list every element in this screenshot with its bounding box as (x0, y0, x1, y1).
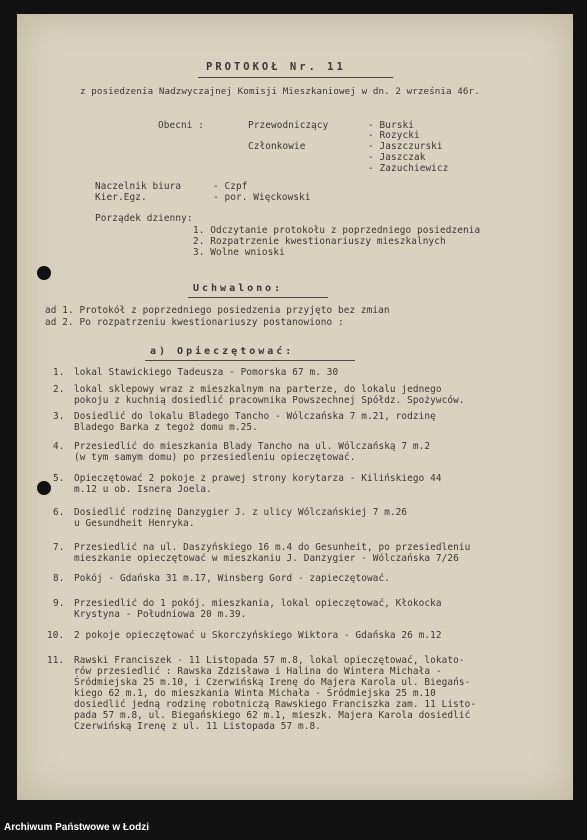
present-name: - Jaszczak (368, 152, 426, 163)
entry-line: Czerwińską Irenę z ul. 11 Listopada 57 m.8. (74, 721, 322, 732)
entry-line: Przesiedlić do 1 pokój. mieszkania, lokal opieczętować, Kłokocka (74, 598, 442, 609)
document-title: PROTOKOŁ Nr. 11 (206, 61, 346, 73)
entry-number: 9. (53, 598, 65, 609)
entry-number: 5. (53, 473, 65, 484)
official-name: - Czpf (213, 181, 248, 192)
entry-line: dosiedlić jedną rodzinę robotniczą Rawskiego Franciszka zam. 11 Listo- (74, 699, 477, 710)
section-underline (145, 360, 355, 361)
agenda-label: Porządek dzienny: (95, 213, 193, 224)
entry-line: kiego 62 m.1, do mieszkania Winta Michała - Śródmiejska 25 m.10 (74, 688, 436, 699)
entry-line: lokal Stawickiego Tadeusza - Pomorska 67 m. 30 (74, 367, 339, 378)
entry-number: 11. (47, 655, 65, 666)
entry-number: 6. (53, 507, 65, 518)
resolved-underline (188, 297, 328, 298)
official-role: Naczelnik biura (95, 181, 182, 192)
chair-role: Przewodniczący (248, 120, 329, 131)
entry-line: 2 pokoje opieczętować u Skorczyńskiego Wiktora - Gdańska 26 m.12 (74, 630, 442, 641)
punch-hole-top (37, 266, 51, 280)
entry-number: 2. (53, 384, 65, 395)
entry-line: Bladego Barka z tegoż domu m.25. (74, 422, 258, 433)
entry-line: (w tym samym domu) po przesiedleniu opieczętować. (74, 452, 356, 463)
document-subtitle: z posiedzenia Nadzwyczajnej Komisji Mieszkaniowej w dn. 2 września 46r. (80, 86, 480, 97)
entry-line: Krystyna - Południowa 20 m.39. (74, 609, 247, 620)
entry-line: Dosiedlić do lokalu Bladego Tancho - Wólczańska 7 m.21, rodzinę (74, 411, 436, 422)
entry-number: 10. (47, 630, 65, 641)
present-name: - Burski (368, 120, 414, 131)
entry-number: 8. (53, 573, 65, 584)
entry-line: Przesiedlić do mieszkania Blady Tancho na ul. Wólczańską 7 m.2 (74, 441, 431, 452)
entry-number: 1. (53, 367, 65, 378)
entry-line: Rawski Franciszek - 11 Listopada 57 m.8, lokal opieczętować, lokato- (74, 655, 465, 666)
agenda-item: 1. Odczytanie protokołu z poprzedniego posiedzenia (193, 225, 481, 236)
agenda-item: 2. Rozpatrzenie kwestionariuszy mieszkalnych (193, 236, 446, 247)
present-label: Obecni : (158, 120, 204, 131)
entry-line: pada 57 m.8, ul. Biegańskiego 62 m.1, mieszk. Majera Karola dosiedlić (74, 710, 471, 721)
archive-watermark: Archiwum Państwowe w Łodzi (4, 822, 150, 833)
entry-number: 3. (53, 411, 65, 422)
present-name: - Zazuchiewicz (368, 163, 449, 174)
official-role: Kier.Egz. (95, 192, 147, 203)
entry-line: u Gesundheit Henryka. (74, 518, 195, 529)
agenda-item: 3. Wolne wnioski (193, 247, 285, 258)
punch-hole-bottom (37, 481, 51, 495)
entry-line: lokal sklepowy wraz z mieszkalnym na parterze, do lokalu jednego (74, 384, 442, 395)
entry-line: Śródmiejska 25 m.10, i Czerwińską Irenę do Majera Karola ul. Biegańs- (74, 677, 471, 688)
entry-line: rów przesiedlić : Rawska Zdzisława i Halina do Wintera Michała - (74, 666, 442, 677)
resolved-heading: Uchwalono: (193, 283, 284, 294)
entry-line: mieszkanie opieczętować w mieszkaniu J. Danzygier - Wólczańska 7/26 (74, 553, 459, 564)
entry-line: Pokój - Gdańska 31 m.17, Winsberg Gord - zapieczętować. (74, 573, 390, 584)
entry-line: Przesiedlić na ul. Daszyńskiego 16 m.4 do Gesunheit, po przesiedleniu (74, 542, 471, 553)
ad-item: ad 1. Protokół z poprzedniego posiedzenia przyjęto bez zmian (45, 305, 390, 316)
entry-number: 7. (53, 542, 65, 553)
entry-line: m.12 u ob. Isnera Joela. (74, 484, 212, 495)
present-name: - Rozycki (368, 130, 420, 141)
official-name: - por. Więckowski (213, 192, 311, 203)
entry-number: 4. (53, 441, 65, 452)
title-underline (198, 77, 393, 78)
entry-line: pokoju z kuchnią dosiedlić pracownika Powszechnej Spółdz. Spożywców. (74, 395, 465, 406)
entry-line: Dosiedlić rodzinę Danzygier J. z ulicy Wólczańskiej 7 m.26 (74, 507, 408, 518)
members-role: Członkowie (248, 141, 306, 152)
ad-item: ad 2. Po rozpatrzeniu kwestionariuszy postanowiono : (45, 317, 344, 328)
section-heading: a) Opieczętować: (150, 346, 295, 357)
entry-line: Opieczętować 2 pokoje z prawej strony korytarza - Kilińskiego 44 (74, 473, 442, 484)
present-name: - Jaszczurski (368, 141, 443, 152)
